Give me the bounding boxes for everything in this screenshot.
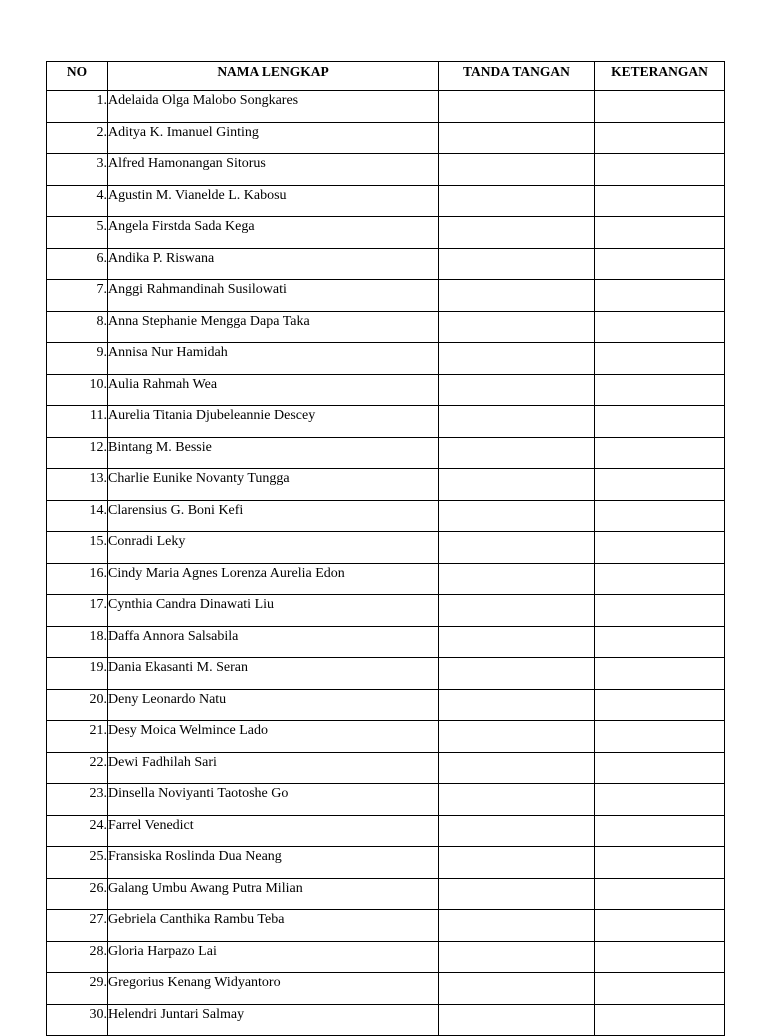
row-number: 14.: [47, 500, 108, 532]
row-number: 5.: [47, 217, 108, 249]
attendance-table: [46, 61, 725, 1036]
table-body: [47, 91, 725, 1036]
student-name: Cindy Maria Agnes Lorenza Aurelia Edon: [108, 563, 439, 595]
table-row: [47, 563, 725, 595]
student-name: Angela Firstda Sada Kega: [108, 217, 439, 249]
student-name: Agustin M. Vianelde L. Kabosu: [108, 185, 439, 217]
student-name: Alfred Hamonangan Sitorus: [108, 154, 439, 186]
signature-cell: [439, 532, 595, 564]
row-number: 20.: [47, 689, 108, 721]
student-name: Aulia Rahmah Wea: [108, 374, 439, 406]
row-number: 16.: [47, 563, 108, 595]
signature-cell: [439, 784, 595, 816]
notes-cell: [595, 500, 725, 532]
table-row: [47, 343, 725, 375]
table-row: [47, 532, 725, 564]
table-row: [47, 154, 725, 186]
table-row: [47, 973, 725, 1005]
row-number: 3.: [47, 154, 108, 186]
row-number: 29.: [47, 973, 108, 1005]
signature-cell: [439, 941, 595, 973]
student-name: Clarensius G. Boni Kefi: [108, 500, 439, 532]
row-number: 4.: [47, 185, 108, 217]
row-number: 28.: [47, 941, 108, 973]
notes-cell: [595, 752, 725, 784]
row-number: 26.: [47, 878, 108, 910]
student-name: Aditya K. Imanuel Ginting: [108, 122, 439, 154]
signature-cell: [439, 847, 595, 879]
signature-cell: [439, 595, 595, 627]
row-number: 12.: [47, 437, 108, 469]
table-row: [47, 1004, 725, 1036]
signature-cell: [439, 1004, 595, 1036]
signature-cell: [439, 248, 595, 280]
student-name: Charlie Eunike Novanty Tungga: [108, 469, 439, 501]
notes-cell: [595, 721, 725, 753]
signature-cell: [439, 343, 595, 375]
notes-cell: [595, 406, 725, 438]
notes-cell: [595, 689, 725, 721]
table-row: [47, 374, 725, 406]
signature-cell: [439, 563, 595, 595]
notes-cell: [595, 217, 725, 249]
row-number: 18.: [47, 626, 108, 658]
header-row: [47, 62, 725, 91]
student-name: Gregorius Kenang Widyantoro: [108, 973, 439, 1005]
student-name: Andika P. Riswana: [108, 248, 439, 280]
table-row: [47, 311, 725, 343]
signature-cell: [439, 122, 595, 154]
row-number: 15.: [47, 532, 108, 564]
row-number: 22.: [47, 752, 108, 784]
table-row: [47, 437, 725, 469]
table-row: [47, 941, 725, 973]
signature-cell: [439, 500, 595, 532]
student-name: Desy Moica Welmince Lado: [108, 721, 439, 753]
column-header-signature: TANDA TANGAN: [439, 62, 595, 91]
table-row: [47, 847, 725, 879]
notes-cell: [595, 122, 725, 154]
notes-cell: [595, 878, 725, 910]
row-number: 13.: [47, 469, 108, 501]
signature-cell: [439, 658, 595, 690]
student-name: Anggi Rahmandinah Susilowati: [108, 280, 439, 312]
table-row: [47, 752, 725, 784]
signature-cell: [439, 185, 595, 217]
student-name: Dinsella Noviyanti Taotoshe Go: [108, 784, 439, 816]
signature-cell: [439, 311, 595, 343]
row-number: 1.: [47, 91, 108, 123]
row-number: 10.: [47, 374, 108, 406]
student-name: Farrel Venedict: [108, 815, 439, 847]
row-number: 30.: [47, 1004, 108, 1036]
notes-cell: [595, 563, 725, 595]
student-name: Adelaida Olga Malobo Songkares: [108, 91, 439, 123]
notes-cell: [595, 91, 725, 123]
student-name: Gloria Harpazo Lai: [108, 941, 439, 973]
table-row: [47, 280, 725, 312]
notes-cell: [595, 815, 725, 847]
signature-cell: [439, 374, 595, 406]
notes-cell: [595, 374, 725, 406]
row-number: 8.: [47, 311, 108, 343]
student-name: Galang Umbu Awang Putra Milian: [108, 878, 439, 910]
notes-cell: [595, 437, 725, 469]
row-number: 17.: [47, 595, 108, 627]
signature-cell: [439, 469, 595, 501]
table-row: [47, 784, 725, 816]
notes-cell: [595, 784, 725, 816]
row-number: 19.: [47, 658, 108, 690]
student-name: Helendri Juntari Salmay: [108, 1004, 439, 1036]
notes-cell: [595, 658, 725, 690]
notes-cell: [595, 973, 725, 1005]
table-row: [47, 689, 725, 721]
signature-cell: [439, 626, 595, 658]
signature-cell: [439, 910, 595, 942]
row-number: 21.: [47, 721, 108, 753]
signature-cell: [439, 689, 595, 721]
notes-cell: [595, 941, 725, 973]
table-row: [47, 217, 725, 249]
table-row: [47, 91, 725, 123]
row-number: 7.: [47, 280, 108, 312]
row-number: 25.: [47, 847, 108, 879]
signature-cell: [439, 878, 595, 910]
table-row: [47, 469, 725, 501]
notes-cell: [595, 185, 725, 217]
table-row: [47, 626, 725, 658]
notes-cell: [595, 910, 725, 942]
signature-cell: [439, 437, 595, 469]
student-name: Dania Ekasanti M. Seran: [108, 658, 439, 690]
table-row: [47, 878, 725, 910]
student-name: Annisa Nur Hamidah: [108, 343, 439, 375]
row-number: 9.: [47, 343, 108, 375]
signature-cell: [439, 721, 595, 753]
row-number: 27.: [47, 910, 108, 942]
notes-cell: [595, 343, 725, 375]
notes-cell: [595, 311, 725, 343]
notes-cell: [595, 532, 725, 564]
student-name: Fransiska Roslinda Dua Neang: [108, 847, 439, 879]
table-row: [47, 595, 725, 627]
student-name: Cynthia Candra Dinawati Liu: [108, 595, 439, 627]
signature-cell: [439, 154, 595, 186]
student-name: Daffa Annora Salsabila: [108, 626, 439, 658]
student-name: Dewi Fadhilah Sari: [108, 752, 439, 784]
row-number: 23.: [47, 784, 108, 816]
table-row: [47, 500, 725, 532]
signature-cell: [439, 280, 595, 312]
table-row: [47, 815, 725, 847]
student-name: Deny Leonardo Natu: [108, 689, 439, 721]
row-number: 24.: [47, 815, 108, 847]
row-number: 6.: [47, 248, 108, 280]
signature-cell: [439, 406, 595, 438]
table-row: [47, 122, 725, 154]
signature-cell: [439, 815, 595, 847]
column-header-notes: KETERANGAN: [595, 62, 725, 91]
student-name: Bintang M. Bessie: [108, 437, 439, 469]
row-number: 11.: [47, 406, 108, 438]
column-header-name: NAMA LENGKAP: [108, 62, 439, 91]
notes-cell: [595, 248, 725, 280]
signature-cell: [439, 973, 595, 1005]
student-name: Conradi Leky: [108, 532, 439, 564]
table-row: [47, 721, 725, 753]
table-row: [47, 248, 725, 280]
student-name: Gebriela Canthika Rambu Teba: [108, 910, 439, 942]
student-name: Aurelia Titania Djubeleannie Descey: [108, 406, 439, 438]
signature-cell: [439, 217, 595, 249]
notes-cell: [595, 847, 725, 879]
column-header-no: NO: [47, 62, 108, 91]
notes-cell: [595, 595, 725, 627]
signature-cell: [439, 752, 595, 784]
notes-cell: [595, 469, 725, 501]
signature-cell: [439, 91, 595, 123]
notes-cell: [595, 154, 725, 186]
notes-cell: [595, 280, 725, 312]
notes-cell: [595, 1004, 725, 1036]
notes-cell: [595, 626, 725, 658]
table-row: [47, 185, 725, 217]
student-name: Anna Stephanie Mengga Dapa Taka: [108, 311, 439, 343]
table-row: [47, 406, 725, 438]
row-number: 2.: [47, 122, 108, 154]
table-row: [47, 658, 725, 690]
table-row: [47, 910, 725, 942]
